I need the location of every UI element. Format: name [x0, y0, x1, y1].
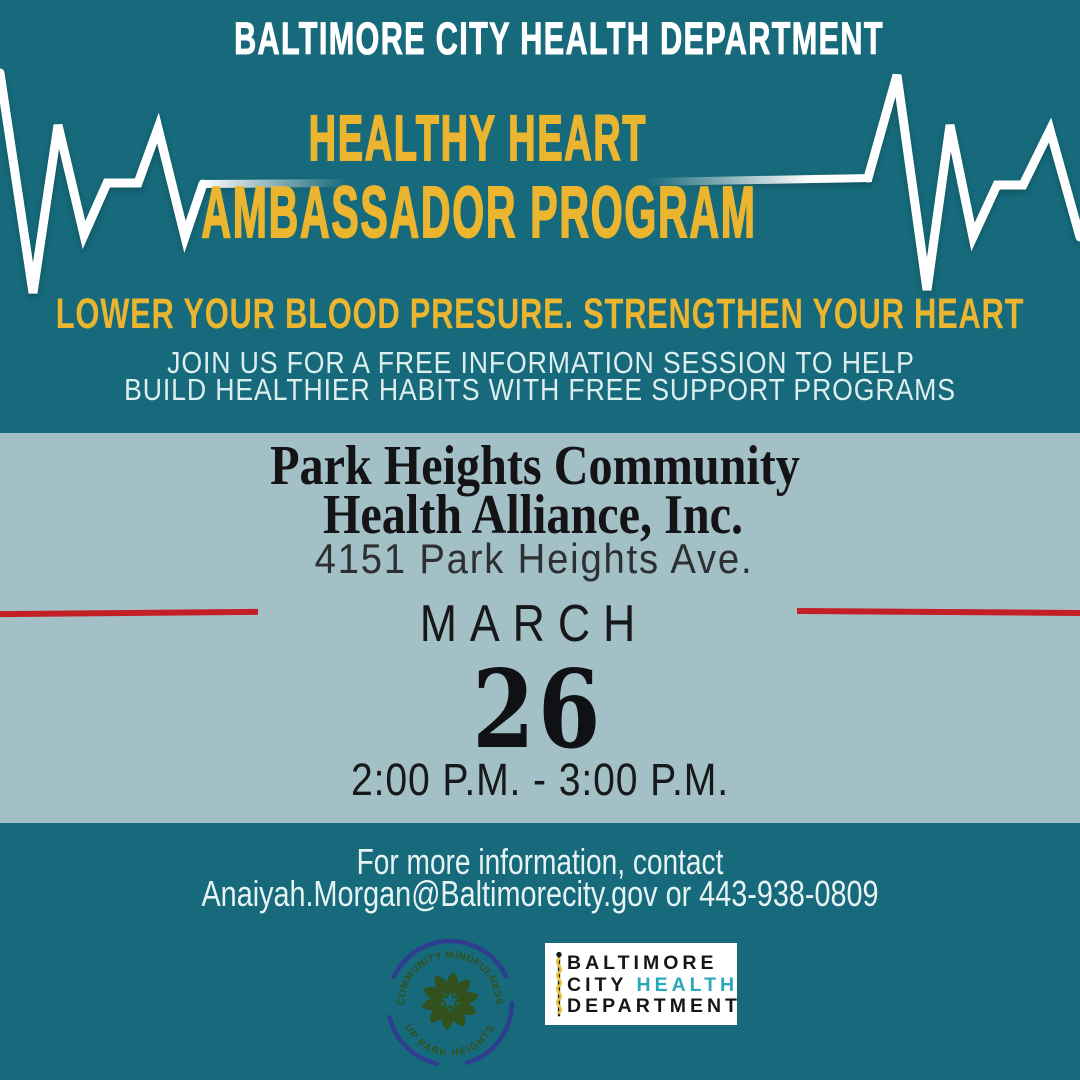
- community-mindfulness-logo: [375, 928, 525, 1078]
- community-logo-arc-text-top: COMMUNITY MINDFULNESS: [395, 949, 505, 1006]
- bchd-logo-health: HEALTH: [636, 973, 739, 996]
- community-logo-pinwheel-icon: [420, 972, 480, 1030]
- contact-info-line2: Anaiyah.Morgan@Baltimorecity.gov or 443-938-0809: [201, 873, 879, 914]
- venue-address: 4151 Park Heights Ave.: [314, 535, 754, 582]
- bchd-logo-city: CITY: [567, 973, 628, 996]
- info-session-line1: JOIN US FOR A FREE INFORMATION SESSION TO HELP: [167, 345, 915, 380]
- event-day: 26: [472, 647, 604, 773]
- bchd-logo-line1: BALTIMORE: [567, 952, 718, 974]
- flyer-subtitle: LOWER YOUR BLOOD PRESURE. STRENGTHEN YOUR HEART: [55, 290, 1025, 338]
- venue-name-line1: Park Heights Community: [270, 435, 800, 497]
- venue-name-line2: Health Alliance, Inc.: [322, 484, 744, 546]
- contact-info-line1: For more information, contact: [356, 841, 724, 882]
- department-title: BALTIMORE CITY HEALTH DEPARTMENT: [234, 13, 884, 64]
- bchd-logo-line2: [567, 975, 741, 997]
- event-month: MARCH: [419, 595, 649, 653]
- bchd-logo: [545, 943, 741, 1025]
- program-title-line2: AMBASSADOR PROGRAM: [201, 173, 757, 253]
- info-session-line2: BUILD HEALTHIER HABITS WITH FREE SUPPORT PROGRAMS: [124, 372, 956, 407]
- bchd-logo-line3: DEPARTMENT: [567, 995, 741, 1017]
- event-time: 2:00 P.M. - 3:00 P.M.: [350, 754, 730, 805]
- rod-of-asclepius-icon: [549, 951, 569, 1019]
- community-logo-arc-text-bottom: UP PARK HEIGHTS: [402, 1022, 498, 1060]
- program-title-line1: HEALTHY HEART: [308, 102, 648, 174]
